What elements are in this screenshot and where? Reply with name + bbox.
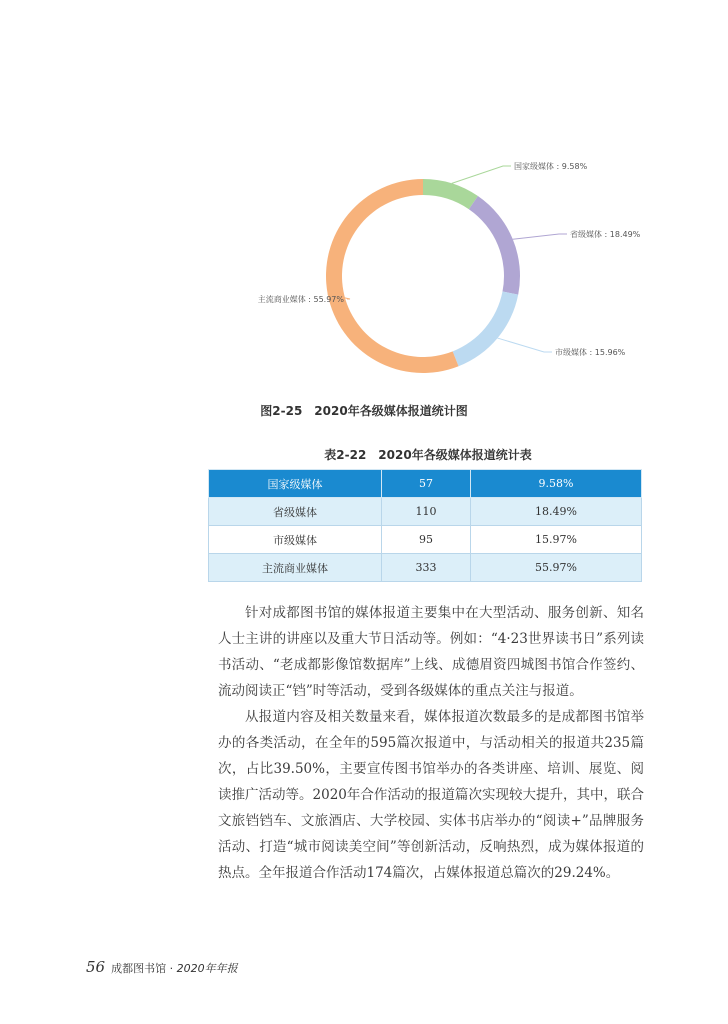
- table-cell: 15.97%: [471, 526, 642, 554]
- table-cell: 18.49%: [471, 498, 642, 526]
- table-cell: 9.58%: [471, 470, 642, 498]
- media-stats-table: [208, 469, 642, 582]
- table-cell: 333: [382, 554, 471, 582]
- page-footer: [86, 958, 238, 976]
- leader-line: [452, 166, 511, 183]
- footer-org: 成都图书馆 ·: [111, 962, 177, 975]
- media-donut-chart: [230, 140, 670, 410]
- leader-line: [498, 338, 552, 352]
- paragraph: 从报道内容及相关数量来看，媒体报道次数最多的是成都图书馆举办的各类活动，在全年的595篇次报道中，与活动相关的报道共235篇次，占比39.50%，主要宣传图书馆举办的各类讲座、培训、展览、阅读推广活动等。2020年合作活动的报道篇次实现较大提升，其中，联合文旅铛铛车、文旅酒店、大学校园、实体书店举办的“阅读+”品牌服务活动、打造“城市阅读美空间”等创新活动，反响热烈，成为媒体报道的热点。全年报道合作活动174篇次，占媒体报道总篇次的29.24%。: [218, 709, 644, 881]
- table-cell: 55.97%: [471, 554, 642, 582]
- table-cell: 省级媒体: [209, 498, 382, 526]
- donut-slice: [326, 179, 459, 373]
- table-cell: 57: [382, 470, 471, 498]
- table-row: [209, 470, 642, 498]
- donut-slice: [469, 196, 520, 295]
- table-cell: 市级媒体: [209, 526, 382, 554]
- slice-label: 主流商业媒体 : 55.97%: [257, 295, 344, 304]
- slice-label: 国家级媒体 : 9.58%: [514, 162, 588, 171]
- slice-label: 市级媒体 : 15.96%: [555, 348, 626, 357]
- page-number: 56: [86, 958, 106, 976]
- table-row: [209, 498, 642, 526]
- table-row: [209, 554, 642, 582]
- table-cell: 主流商业媒体: [209, 554, 382, 582]
- footer-report: 2020年年报: [176, 962, 238, 975]
- paragraph: 针对成都图书馆的媒体报道主要集中在大型活动、服务创新、知名人士主讲的讲座以及重大节日活动等。例如：“4·23世界读书日”系列读书活动、“老成都影像馆数据库”上线、成德眉资四城图书馆合作签约、流动阅读正“铛”时等活动，受到各级媒体的重点关注与报道。: [218, 605, 644, 699]
- table-cell: 国家级媒体: [209, 470, 382, 498]
- slice-label: 省级媒体 : 18.49%: [570, 230, 641, 239]
- leader-line: [513, 234, 567, 239]
- table-row: [209, 526, 642, 554]
- table-cell: 95: [382, 526, 471, 554]
- table-cell: 110: [382, 498, 471, 526]
- donut-slice: [453, 292, 519, 367]
- table-caption: 表2-22 2020年各级媒体报道统计表: [324, 448, 532, 462]
- body-text: [218, 600, 644, 886]
- figure-caption: 图2-25 2020年各级媒体报道统计图: [260, 404, 468, 418]
- donut-slice: [423, 179, 478, 209]
